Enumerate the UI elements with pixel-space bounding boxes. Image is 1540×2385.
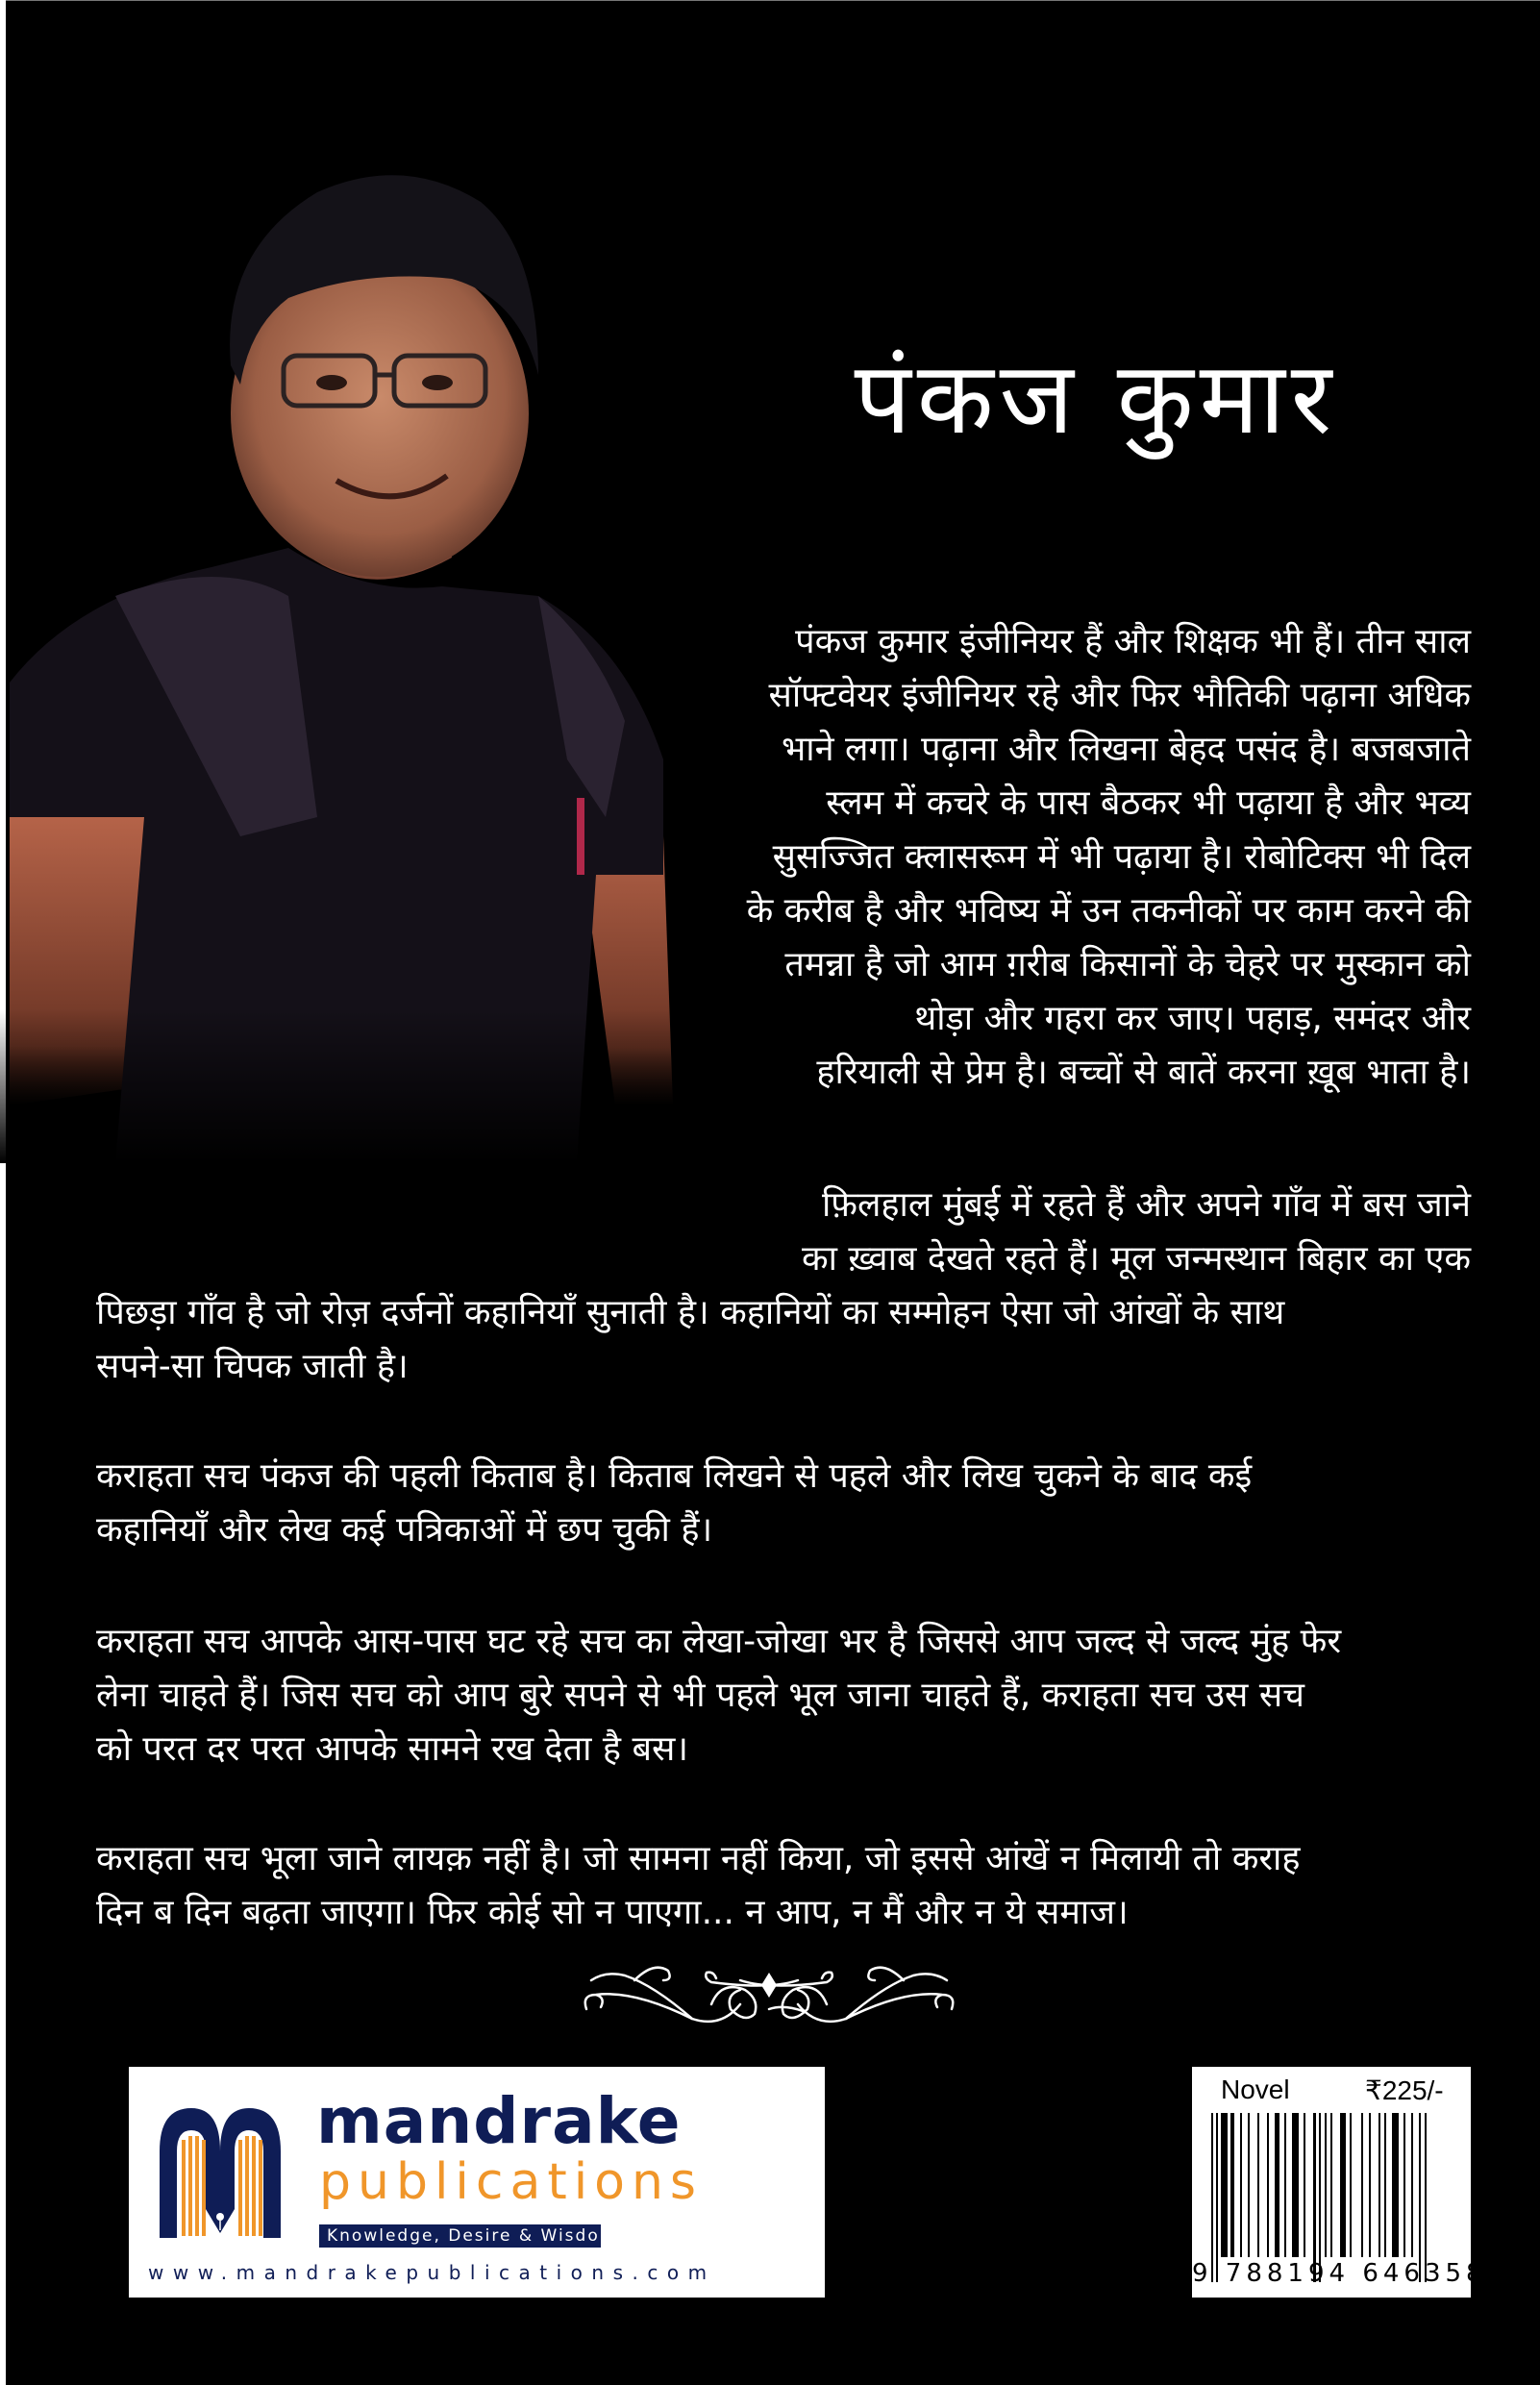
text-line: तमन्ना है जो आम ग़रीब किसानों के चेहरे पर मुस्कान को <box>784 945 1471 984</box>
text-line: लेना चाहते हैं। जिस सच को आप बुरे सपने से भी पहले भूल जाना चाहते हैं, कराहता सच उस सच <box>96 1676 1305 1715</box>
publisher-subname: publications <box>319 2153 704 2211</box>
text-line: के करीब है और भविष्य में उन तकनीकों पर काम करने की <box>746 891 1471 931</box>
barcode-icon <box>1209 2113 1445 2282</box>
text-line: पिछड़ा गाँव है जो रोज़ दर्जनों कहानियाँ सुनाती है। कहानियों का सम्मोहन ऐसा जो आंखों के साथ <box>96 1293 1285 1332</box>
publisher-tagline: Knowledge, Desire & Wisdom <box>319 2224 601 2248</box>
barcode-label <box>1192 2067 1487 2298</box>
text-line: सपने-सा चिपक जाती है। <box>96 1347 409 1386</box>
text-line: भाने लगा। पढ़ाना और लिखना बेहद पसंद है। बजबजाते <box>781 730 1471 769</box>
publisher-url: www.mandrakepublications.com <box>148 2261 716 2284</box>
flourish-divider-icon <box>577 1951 961 2028</box>
text-line: हरियाली से प्रेम है। बच्चों से बातें करना ख़ूब भाता है। <box>816 1053 1471 1092</box>
top-edge-line <box>6 0 1540 1</box>
bio-paragraph-2-top <box>663 1179 1471 1286</box>
text-line: स्लम में कचरे के पास बैठकर भी पढ़ाया है और भव्य <box>826 783 1471 823</box>
book-paragraph-1 <box>96 1450 1471 1557</box>
book-paragraph-3 <box>96 1832 1471 1940</box>
bio-paragraph-2-bottom <box>96 1286 1471 1394</box>
text-line: कराहता सच आपके आस-पास घट रहे सच का लेखा-जोखा भर है जिससे आप जल्द से जल्द मुंह फेर <box>96 1622 1342 1661</box>
publisher-logo <box>129 2067 825 2298</box>
text-line: सॉफ्टवेयर इंजीनियर रहे और फिर भौतिकी पढ़ाना अधिक <box>768 676 1471 715</box>
text-line: पंकज कुमार इंजीनियर हैं और शिक्षक भी हैं। तीन साल <box>795 622 1471 661</box>
isbn-number: 9 788194 646358 <box>1192 2259 1487 2288</box>
bio-paragraph-1 <box>663 615 1471 1100</box>
author-name-title: पंकज कुमार <box>854 339 1338 457</box>
author-photo <box>0 144 673 1163</box>
text-line: फ़िलहाल मुंबई में रहते हैं और अपने गाँव में बस जाने <box>821 1185 1471 1225</box>
text-line: सुसज्जित क्लासरूम में भी पढ़ाया है। रोबोटिक्स भी दिल <box>772 837 1471 877</box>
text-line: दिन ब दिन बढ़ता जाएगा। फिर कोई सो न पाएगा... न आप, न मैं और न ये समाज। <box>96 1893 1129 1932</box>
price-label: ₹225/- <box>1365 2075 1444 2105</box>
mandrake-m-pen-icon <box>148 2094 292 2248</box>
text-line: थोड़ा और गहरा कर जाए। पहाड़, समंदर और <box>914 999 1471 1038</box>
publisher-name: mandrake <box>316 2084 682 2158</box>
text-line: कहानियाँ और लेख कई पत्रिकाओं में छप चुकी हैं। <box>96 1510 713 1550</box>
book-paragraph-2 <box>96 1615 1471 1776</box>
text-line: कराहता सच पंकज की पहली किताब है। किताब लिखने से पहले और लिख चुकने के बाद कई <box>96 1456 1253 1496</box>
text-line: का ख़्वाब देखते रहते हैं। मूल जन्मस्थान बिहार का एक <box>801 1239 1471 1279</box>
text-line: कराहता सच भूला जाने लायक़ नहीं है। जो सामना नहीं किया, जो इससे आंखें न मिलायी तो कराह <box>96 1839 1301 1878</box>
genre-label: Novel <box>1221 2074 1290 2104</box>
text-line: को परत दर परत आपके सामने रख देता है बस। <box>96 1729 689 1769</box>
